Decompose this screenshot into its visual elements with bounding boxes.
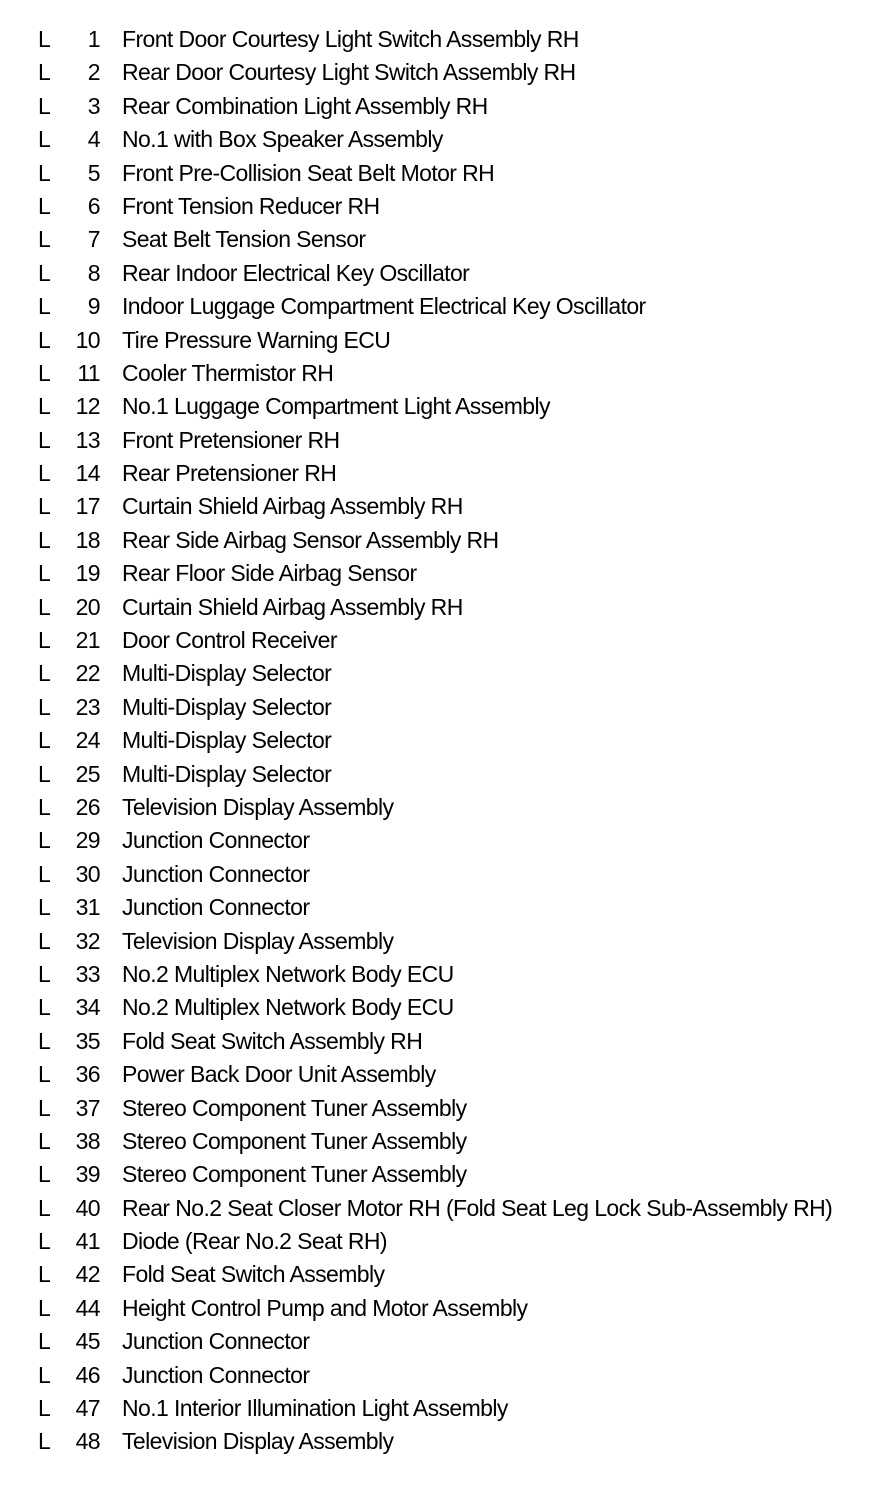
list-item — [0, 1258, 896, 1291]
list-item — [0, 791, 896, 824]
connector-name: Multi-Display Selector — [122, 660, 332, 687]
connector-prefix: L — [38, 326, 51, 353]
list-item — [0, 758, 896, 791]
list-item — [0, 524, 896, 557]
list-item — [0, 23, 896, 56]
connector-name: No.1 Interior Illumination Light Assembly — [122, 1395, 508, 1422]
connector-name: Junction Connector — [122, 827, 310, 854]
connector-name: Diode (Rear No.2 Seat RH) — [122, 1228, 387, 1255]
connector-number: 6 — [87, 192, 100, 219]
list-item — [0, 1125, 896, 1158]
connector-number: 39 — [75, 1161, 100, 1188]
connector-number: 10 — [75, 326, 100, 353]
connector-prefix: L — [38, 159, 51, 186]
connector-number: 44 — [75, 1294, 100, 1321]
list-item — [0, 1192, 896, 1225]
list-item — [0, 724, 896, 757]
connector-prefix: L — [38, 393, 51, 420]
connector-prefix: L — [38, 1361, 51, 1388]
connector-prefix: L — [38, 92, 51, 119]
connector-name: No.1 Luggage Compartment Light Assembly — [122, 393, 550, 420]
connector-prefix: L — [38, 860, 51, 887]
connector-number: 21 — [75, 627, 100, 654]
connector-number: 38 — [75, 1127, 100, 1154]
connector-prefix: L — [38, 426, 51, 453]
connector-number: 20 — [75, 593, 100, 620]
connector-prefix: L — [38, 727, 51, 754]
connector-number: 8 — [87, 259, 100, 286]
connector-number: 48 — [75, 1428, 100, 1455]
connector-name: Multi-Display Selector — [122, 727, 332, 754]
connector-number: 22 — [75, 660, 100, 687]
connector-number: 33 — [75, 960, 100, 987]
connector-name: Junction Connector — [122, 894, 310, 921]
connector-number: 37 — [75, 1094, 100, 1121]
list-item — [0, 257, 896, 290]
connector-name: Junction Connector — [122, 1328, 310, 1355]
connector-number: 1 — [87, 26, 100, 52]
connector-name: Cooler Thermistor RH — [122, 359, 334, 386]
connector-number: 31 — [75, 894, 100, 921]
list-item — [0, 858, 896, 891]
connector-number: 5 — [87, 159, 100, 186]
connector-prefix: L — [38, 1194, 51, 1221]
connector-name: Height Control Pump and Motor Assembly — [122, 1294, 528, 1321]
connector-prefix: L — [38, 1395, 51, 1422]
connector-name: Stereo Component Tuner Assembly — [122, 1127, 467, 1154]
connector-name: Television Display Assembly — [122, 1428, 394, 1455]
list-item — [0, 624, 896, 657]
connector-prefix: L — [38, 1027, 51, 1054]
connector-number: 24 — [75, 727, 100, 754]
connector-list — [0, 23, 896, 1459]
list-item — [0, 958, 896, 991]
list-item — [0, 1292, 896, 1325]
list-item — [0, 891, 896, 924]
connector-number: 45 — [75, 1328, 100, 1355]
list-item — [0, 1092, 896, 1125]
list-item — [0, 1325, 896, 1358]
connector-prefix: L — [38, 460, 51, 487]
list-item — [0, 424, 896, 457]
connector-prefix: L — [38, 560, 51, 587]
list-item — [0, 691, 896, 724]
connector-prefix: L — [38, 894, 51, 921]
connector-number: 46 — [75, 1361, 100, 1388]
list-item — [0, 290, 896, 323]
connector-prefix: L — [38, 793, 51, 820]
connector-prefix: L — [38, 693, 51, 720]
list-item — [0, 991, 896, 1024]
connector-name: Rear No.2 Seat Closer Motor RH (Fold Seat Leg Lock Sub-Assembly RH) — [122, 1194, 833, 1221]
connector-name: Power Back Door Unit Assembly — [122, 1061, 436, 1088]
connector-prefix: L — [38, 1094, 51, 1121]
connector-prefix: L — [38, 259, 51, 286]
connector-name: Stereo Component Tuner Assembly — [122, 1161, 467, 1188]
connector-prefix: L — [38, 1328, 51, 1355]
connector-name: Rear Door Courtesy Light Switch Assembly RH — [122, 59, 576, 86]
connector-name: Rear Indoor Electrical Key Oscillator — [122, 259, 470, 286]
list-item — [0, 324, 896, 357]
connector-number: 30 — [75, 860, 100, 887]
connector-number: 29 — [75, 827, 100, 854]
connector-prefix: L — [38, 827, 51, 854]
list-item — [0, 357, 896, 390]
connector-prefix: L — [38, 493, 51, 520]
connector-number: 17 — [75, 493, 100, 520]
connector-prefix: L — [38, 1161, 51, 1188]
list-item — [0, 223, 896, 256]
list-item — [0, 824, 896, 857]
connector-name: Seat Belt Tension Sensor — [122, 226, 366, 253]
list-item — [0, 657, 896, 690]
list-item — [0, 1158, 896, 1191]
list-item — [0, 390, 896, 423]
list-item — [0, 457, 896, 490]
list-item — [0, 123, 896, 156]
connector-name: Rear Side Airbag Sensor Assembly RH — [122, 526, 499, 553]
connector-name: Fold Seat Switch Assembly RH — [122, 1027, 423, 1054]
list-item — [0, 591, 896, 624]
connector-number: 34 — [75, 994, 100, 1021]
list-item — [0, 1025, 896, 1058]
connector-number: 42 — [75, 1261, 100, 1288]
connector-name: Fold Seat Switch Assembly — [122, 1261, 385, 1288]
connector-name: Front Door Courtesy Light Switch Assembly RH — [122, 26, 579, 52]
connector-prefix: L — [38, 526, 51, 553]
list-item — [0, 1225, 896, 1258]
connector-number: 4 — [87, 126, 100, 153]
connector-name: Curtain Shield Airbag Assembly RH — [122, 493, 463, 520]
connector-prefix: L — [38, 59, 51, 86]
connector-name: Curtain Shield Airbag Assembly RH — [122, 593, 463, 620]
connector-number: 14 — [75, 460, 100, 487]
connector-prefix: L — [38, 226, 51, 253]
connector-name: Rear Pretensioner RH — [122, 460, 337, 487]
connector-number: 7 — [87, 226, 100, 253]
connector-name: No.2 Multiplex Network Body ECU — [122, 994, 454, 1021]
connector-number: 2 — [87, 59, 100, 86]
connector-prefix: L — [38, 1228, 51, 1255]
connector-number: 19 — [75, 560, 100, 587]
connector-prefix: L — [38, 960, 51, 987]
connector-name: Multi-Display Selector — [122, 693, 332, 720]
connector-name: Rear Combination Light Assembly RH — [122, 92, 488, 119]
connector-prefix: L — [38, 359, 51, 386]
list-item — [0, 557, 896, 590]
connector-number: 40 — [75, 1194, 100, 1221]
connector-prefix: L — [38, 660, 51, 687]
connector-prefix: L — [38, 994, 51, 1021]
connector-number: 26 — [75, 793, 100, 820]
connector-name: Indoor Luggage Compartment Electrical Key Oscillator — [122, 293, 646, 320]
connector-name: Junction Connector — [122, 1361, 310, 1388]
list-item — [0, 157, 896, 190]
connector-prefix: L — [38, 126, 51, 153]
connector-prefix: L — [38, 927, 51, 954]
connector-prefix: L — [38, 26, 51, 52]
connector-name: No.2 Multiplex Network Body ECU — [122, 960, 454, 987]
connector-name: Junction Connector — [122, 860, 310, 887]
connector-prefix: L — [38, 760, 51, 787]
connector-number: 9 — [87, 293, 100, 320]
connector-prefix: L — [38, 627, 51, 654]
connector-name: Rear Floor Side Airbag Sensor — [122, 560, 417, 587]
connector-number: 36 — [75, 1061, 100, 1088]
connector-name: Stereo Component Tuner Assembly — [122, 1094, 467, 1121]
connector-name: Front Pre-Collision Seat Belt Motor RH — [122, 159, 495, 186]
list-item — [0, 1058, 896, 1091]
list-item — [0, 56, 896, 89]
connector-number: 13 — [75, 426, 100, 453]
list-item — [0, 1359, 896, 1392]
connector-number: 32 — [75, 927, 100, 954]
list-item — [0, 925, 896, 958]
connector-prefix: L — [38, 1061, 51, 1088]
connector-name: Television Display Assembly — [122, 927, 394, 954]
list-item — [0, 1392, 896, 1425]
connector-name: No.1 with Box Speaker Assembly — [122, 126, 443, 153]
connector-name: Door Control Receiver — [122, 627, 337, 654]
connector-number: 47 — [75, 1395, 100, 1422]
connector-prefix: L — [38, 1261, 51, 1288]
list-item — [0, 190, 896, 223]
connector-number: 12 — [75, 393, 100, 420]
connector-prefix: L — [38, 593, 51, 620]
connector-name: Front Tension Reducer RH — [122, 192, 380, 219]
list-item — [0, 90, 896, 123]
connector-number: 3 — [87, 92, 100, 119]
connector-prefix: L — [38, 192, 51, 219]
connector-name: Multi-Display Selector — [122, 760, 332, 787]
list-item — [0, 490, 896, 523]
connector-number: 18 — [75, 526, 100, 553]
connector-number: 23 — [75, 693, 100, 720]
connector-prefix: L — [38, 1294, 51, 1321]
connector-number: 25 — [75, 760, 100, 787]
connector-number: 41 — [75, 1228, 100, 1255]
connector-name: Television Display Assembly — [122, 793, 394, 820]
connector-number: 35 — [75, 1027, 100, 1054]
connector-name: Front Pretensioner RH — [122, 426, 340, 453]
connector-name: Tire Pressure Warning ECU — [122, 326, 391, 353]
connector-prefix: L — [38, 293, 51, 320]
list-item — [0, 1425, 896, 1458]
connector-prefix: L — [38, 1428, 51, 1455]
connector-number: 11 — [77, 359, 100, 386]
connector-prefix: L — [38, 1127, 51, 1154]
